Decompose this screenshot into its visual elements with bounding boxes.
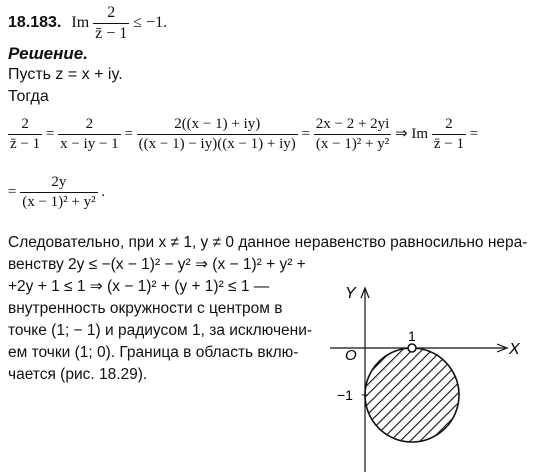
deriv-frac-1 bbox=[8, 116, 42, 153]
problem-rhs: ≤ −1. bbox=[133, 14, 168, 32]
deriv-frac-3-den: ((x − 1) − iy)((x − 1) + iy) bbox=[138, 136, 296, 152]
deriv-frac-4-num: 2x − 2 + 2yi bbox=[315, 116, 390, 132]
deriv-frac-6-num: 2y bbox=[51, 174, 67, 190]
paragraph-line-3: +2y + 1 ≤ 1 ⇒ (x − 1)² + (y + 1)² ≤ 1 — bbox=[8, 278, 270, 295]
problem-fraction-num: 2 bbox=[107, 4, 116, 21]
origin-label: O bbox=[345, 347, 357, 364]
let-line: Пусть z = x + iy. bbox=[8, 66, 123, 83]
deriv-frac-3-num: 2((x − 1) + iy) bbox=[174, 116, 261, 132]
figure-18-29 bbox=[325, 278, 530, 473]
one-label: 1 bbox=[408, 328, 416, 344]
deriv-frac-5-num: 2 bbox=[445, 116, 453, 132]
solution-region-disk bbox=[365, 348, 459, 442]
eq-sign-2: = bbox=[124, 125, 133, 142]
deriv-frac-6-den: (x − 1)² + y² bbox=[22, 194, 96, 210]
problem-fraction bbox=[93, 4, 129, 43]
paragraph-line-1: Следовательно, при x ≠ 1, y ≠ 0 данное неравенство равносильно нера- bbox=[8, 234, 528, 251]
deriv-frac-4-den: (x − 1)² + y² bbox=[315, 136, 390, 152]
deriv-frac-2-den: x − iy − 1 bbox=[60, 136, 119, 152]
y-axis-label: Y bbox=[345, 285, 356, 302]
eq-sign-1: = bbox=[45, 125, 55, 142]
then-word: Тогда bbox=[8, 88, 49, 105]
paragraph-line-2: венству 2y ≤ −(x − 1)² − y² ⇒ (x − 1)² + y² + bbox=[8, 256, 306, 273]
eq-sign-4: = bbox=[469, 125, 479, 142]
problem-fraction-den: z̄ − 1 bbox=[95, 25, 128, 42]
problem-statement bbox=[8, 4, 167, 43]
problem-number: 18.183. bbox=[8, 14, 62, 32]
deriv-frac-2 bbox=[58, 116, 121, 153]
paragraph-line-4: внутренность окружности с центром в bbox=[8, 300, 283, 317]
deriv-frac-1-num: 2 bbox=[21, 116, 29, 132]
deriv-frac-5 bbox=[432, 116, 466, 153]
problem-im: Im bbox=[71, 14, 90, 32]
derivation-line-1 bbox=[8, 116, 478, 153]
x-axis-label: X bbox=[509, 341, 520, 358]
paragraph-line-7: чается (рис. 18.29). bbox=[8, 366, 148, 383]
deriv-frac-6 bbox=[20, 174, 97, 211]
deriv-frac-3 bbox=[137, 116, 298, 153]
minus-one-label: −1 bbox=[337, 387, 353, 403]
implies-im: ⇒ Im bbox=[395, 125, 429, 142]
deriv-frac-4 bbox=[314, 116, 392, 153]
deriv-frac-5-den: z̄ − 1 bbox=[433, 136, 464, 152]
excluded-point bbox=[408, 344, 416, 352]
deriv-frac-2-num: 2 bbox=[85, 116, 94, 132]
derivation-line-2 bbox=[8, 174, 105, 211]
solution-label: Решение. bbox=[8, 44, 88, 63]
paragraph-line-5: точке (1; − 1) и радиусом 1, за исключени- bbox=[8, 322, 313, 339]
eq-sign-3: = bbox=[301, 125, 311, 142]
deriv-dot: . bbox=[101, 183, 106, 200]
deriv-frac-1-den: z̄ − 1 bbox=[10, 136, 41, 152]
eq-sign-5: = bbox=[8, 183, 17, 200]
paragraph-line-6: ем точки (1; 0). Граница в область вклю- bbox=[8, 344, 299, 361]
